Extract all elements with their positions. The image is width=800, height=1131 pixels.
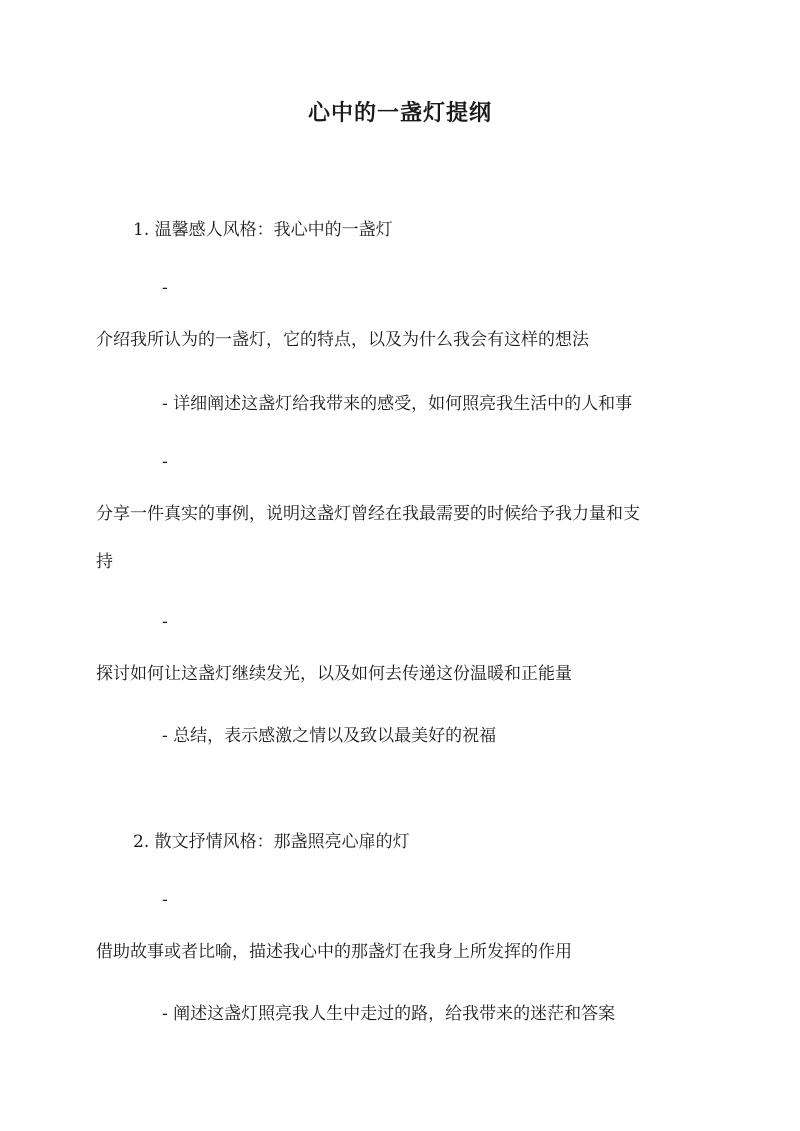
section-1-sub-item-2: - 总结，表示感激之情以及致以最美好的祝福 (162, 726, 497, 746)
section-1-dash-2: - (162, 452, 168, 472)
document-title: 心中的一盏灯提纲 (307, 100, 492, 126)
section-2-paragraph-1: 借助故事或者比喻，描述我心中的那盏灯在我身上所发挥的作用 (96, 942, 572, 962)
section-1-paragraph-1: 介绍我所认为的一盏灯，它的特点，以及为什么我会有这样的想法 (96, 330, 589, 350)
section-1-heading: 1. 温馨感人风格：我心中的一盏灯 (133, 220, 393, 240)
section-1-dash-1: - (162, 278, 168, 298)
section-1-dash-3: - (162, 612, 168, 632)
section-2-heading: 2. 散文抒情风格：那盏照亮心扉的灯 (133, 832, 410, 852)
section-1-paragraph-2-cont: 持 (96, 552, 113, 572)
section-1-paragraph-2: 分享一件真实的事例，说明这盏灯曾经在我最需要的时候给予我力量和支 (96, 504, 640, 524)
section-1-paragraph-3: 探讨如何让这盏灯继续发光，以及如何去传递这份温暖和正能量 (96, 664, 572, 684)
section-2-dash-1: - (162, 890, 168, 910)
section-2-sub-item-1: - 阐述这盏灯照亮我人生中走过的路，给我带来的迷茫和答案 (162, 1004, 616, 1024)
section-1-sub-item-1: - 详细阐述这盏灯给我带来的感受，如何照亮我生活中的人和事 (162, 394, 633, 414)
